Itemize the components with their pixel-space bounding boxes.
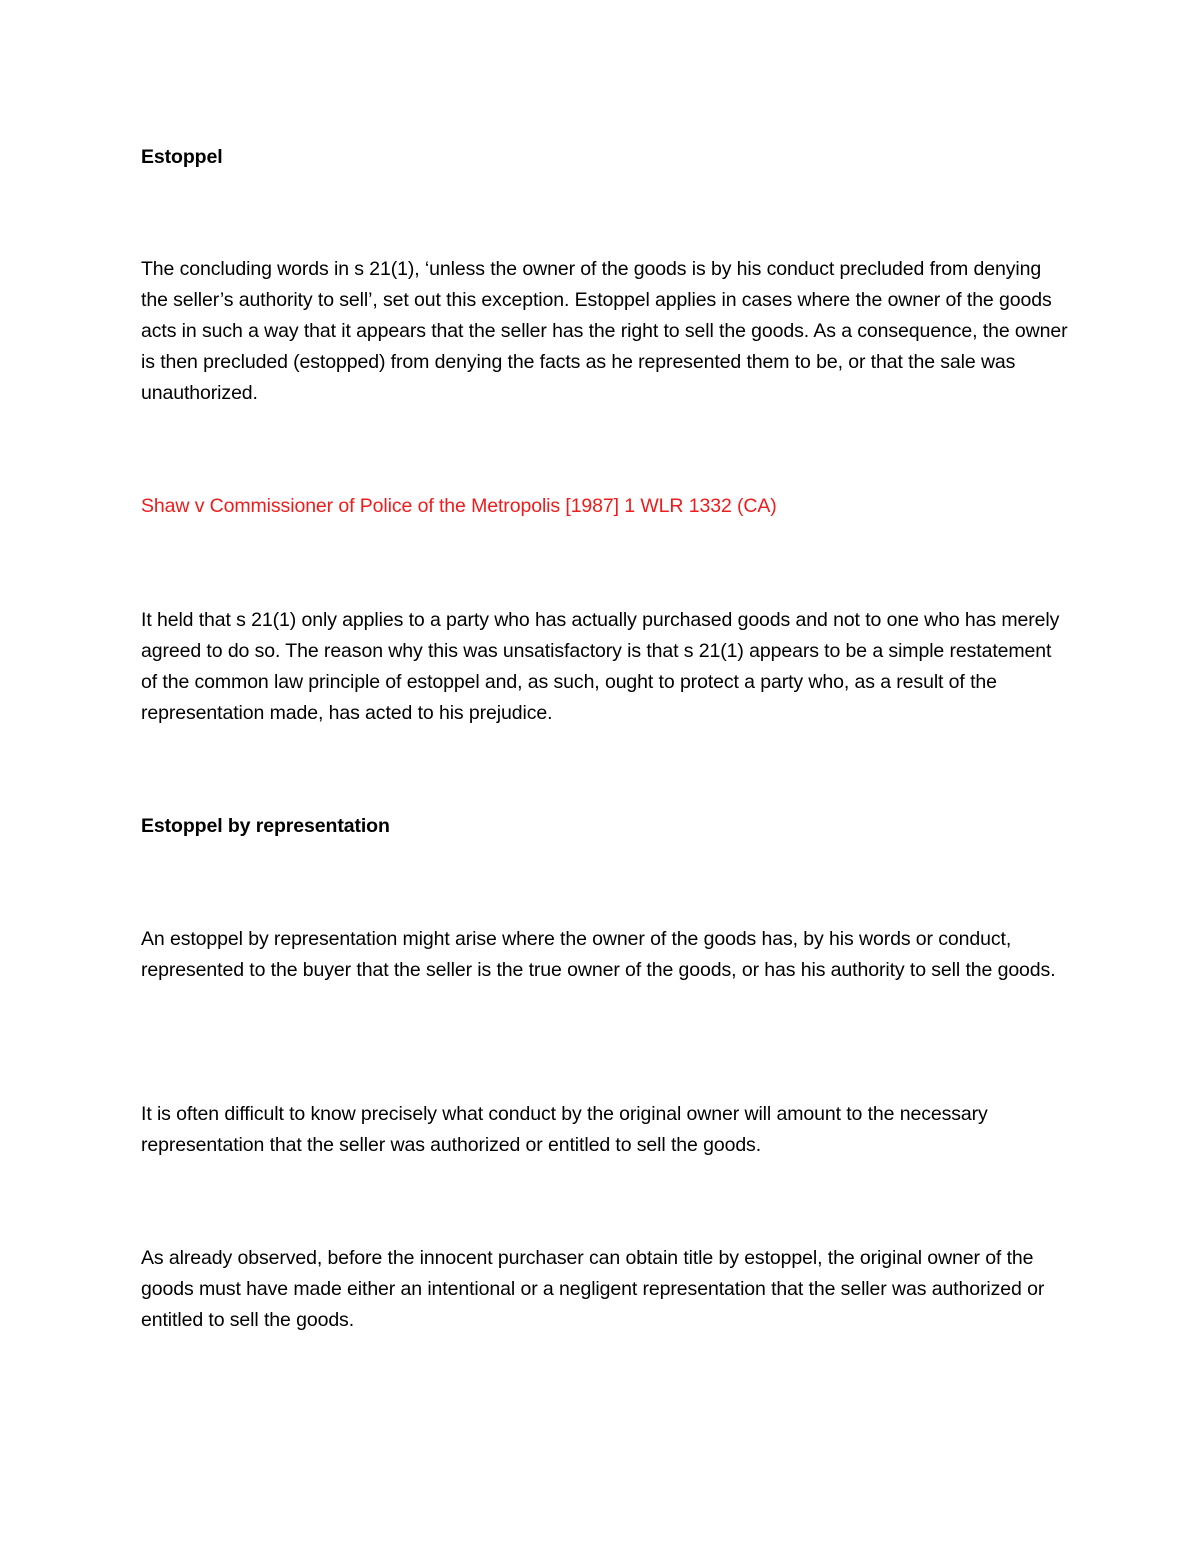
paragraph-representation-1: An estoppel by representation might arise where the owner of the goods has, by his words or conduct, represented to the buyer that the seller is the true owner of the goods, or has his authority to sell the goods. <box>141 928 1056 981</box>
heading-estoppel-by-representation: Estoppel by representation <box>141 815 390 837</box>
paragraph-intro: The concluding words in s 21(1), ‘unless the owner of the goods is by his conduct precluded from denying the seller’s authority to sell’, set out this exception. Estoppel applies in cases where the owner of the goods acts in such a way that it appears that the seller has the right to sell the goods. As a consequence, the owner is then precluded (estopped) from denying the facts as he represented them to be, or that the sale was unauthorized. <box>141 258 1068 404</box>
heading-estoppel: Estoppel <box>141 146 223 168</box>
paragraph-representation-2: It is often difficult to know precisely what conduct by the original owner will amount to the necessary representation that the seller was authorized or entitled to sell the goods. <box>141 1103 988 1156</box>
case-citation: Shaw v Commissioner of Police of the Metropolis [1987] 1 WLR 1332 (CA) <box>141 495 777 517</box>
paragraph-representation-3: As already observed, before the innocent purchaser can obtain title by estoppel, the original owner of the goods must have made either an intentional or a negligent representation that the seller was authorized or entitled to sell the goods. <box>141 1247 1045 1331</box>
paragraph-case-holding: It held that s 21(1) only applies to a party who has actually purchased goods and not to one who has merely agreed to do so. The reason why this was unsatisfactory is that s 21(1) appears to be a simple restatement of the common law principle of estoppel and, as such, ought to protect a party who, as a result of the representation made, has acted to his prejudice. <box>141 609 1060 724</box>
